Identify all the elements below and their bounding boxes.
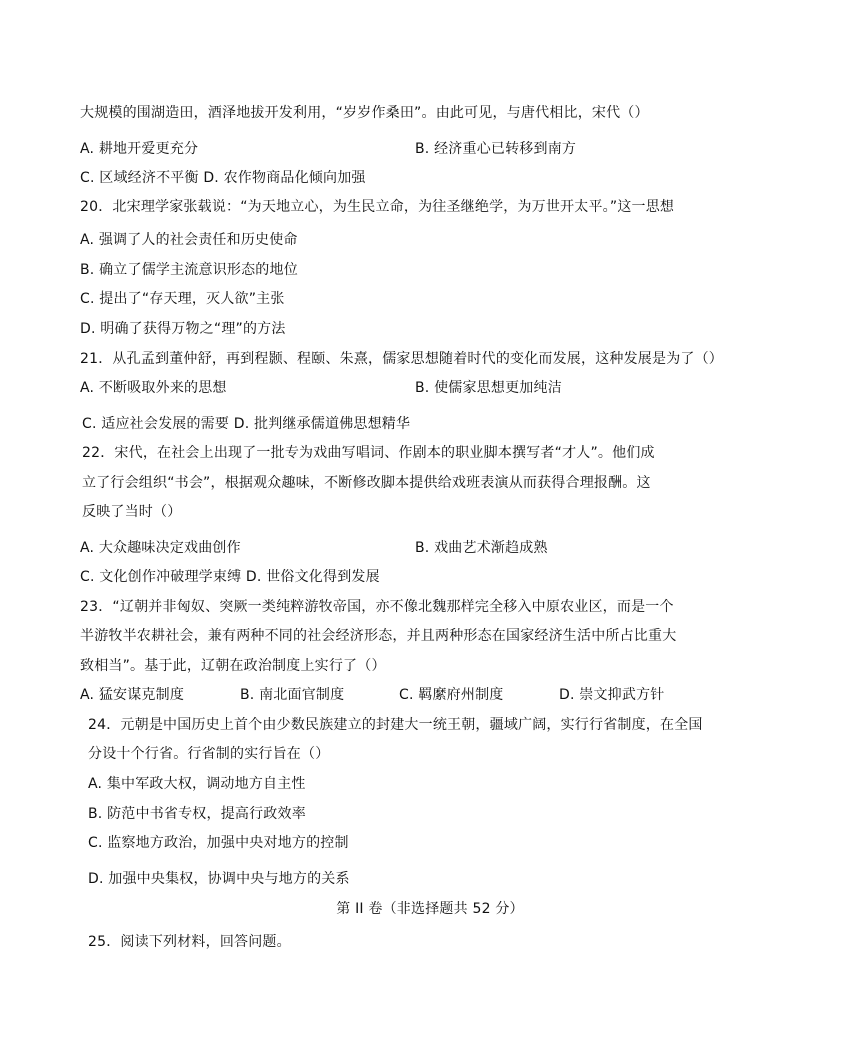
q25-stem: 25．阅读下列材料，回答问题。 — [88, 934, 291, 950]
q24-option-a: A. 集中军政大权，调动地方自主性 — [88, 776, 306, 792]
q22-option-a: A. 大众趣味决定戏曲创作 — [80, 540, 241, 556]
q19-options-row-2: C. 区域经济不平衡 D. 农作物商品化倾向加强 — [80, 170, 366, 186]
q22-stem-line-2: 立了行会组织“书会”，根据观众趣味，不断修改脚本提供给戏班表演从而获得合理报酬。这 — [82, 475, 651, 491]
section-heading: 第 II 卷（非选择题共 52 分） — [336, 901, 524, 917]
q24-stem-line-1: 24．元朝是中国历史上首个由少数民族建立的封建大一统王朝，疆域广阔，实行行省制度，在全国 — [88, 717, 703, 733]
q24-option-b: B. 防范中书省专权，提高行政效率 — [88, 806, 306, 822]
q23-option-a: A. 猛安谋克制度 — [80, 687, 185, 703]
q20-stem: 20．北宋理学家张载说：“为天地立心，为生民立命，为往圣继绝学，为万世开太平。”这一思想 — [80, 199, 675, 215]
q21-option-b: B. 使儒家思想更加纯洁 — [415, 380, 562, 396]
q23-option-d: D. 崇文抑武方针 — [559, 687, 665, 703]
q23-stem-line-2: 半游牧半农耕社会，兼有两种不同的社会经济形态，并且两种形态在国家经济生活中所占比重大 — [80, 628, 677, 644]
q24-option-c: C. 监察地方政治，加强中央对地方的控制 — [88, 835, 349, 851]
q23-stem-line-1: 23．“辽朝并非匈奴、突厥一类纯粹游牧帝国，亦不像北魏那样完全移入中原农业区，而是一个 — [80, 599, 674, 615]
q23-option-b: B. 南北面官制度 — [240, 687, 345, 703]
q22-stem-line-3: 反映了当时（） — [82, 504, 182, 520]
q22-option-b: B. 戏曲艺术渐趋成熟 — [415, 540, 548, 556]
q20-option-b: B. 确立了儒学主流意识形态的地位 — [80, 262, 298, 278]
q22-options-row-2: C. 文化创作冲破理学束缚 D. 世俗文化得到发展 — [80, 569, 380, 585]
q19-option-a: A. 耕地开爱更充分 — [80, 141, 199, 157]
q22-stem-line-1: 22．宋代，在社会上出现了一批专为戏曲写唱词、作剧本的职业脚本撰写者“才人”。他们成 — [82, 445, 655, 461]
q24-stem-line-2: 分设十个行省。行省制的实行旨在（） — [88, 746, 330, 762]
q21-options-row-2: C. 适应社会发展的需要 D. 批判继承儒道佛思想精华 — [82, 416, 411, 432]
q19-option-b: B. 经济重心已转移到南方 — [415, 141, 577, 157]
q21-stem: 21．从孔孟到董仲舒，再到程颢、程颐、朱熹，儒家思想随着时代的变化而发展，这种发展是为了（） — [80, 351, 724, 367]
q23-option-c: C. 羁縻府州制度 — [399, 687, 504, 703]
q20-option-d: D. 明确了获得万物之“理”的方法 — [80, 321, 286, 337]
q23-stem-line-3: 致相当”。基于此，辽朝在政治制度上实行了（） — [80, 658, 386, 674]
q20-option-c: C. 提出了“存天理，灭人欲”主张 — [80, 291, 285, 307]
q19-stem-continuation: 大规模的围湖造田，酒泽地拔开发利用，“岁岁作桑田”。由此可见，与唐代相比，宋代（） — [80, 105, 649, 121]
q20-option-a: A. 强调了人的社会责任和历史使命 — [80, 232, 298, 248]
q24-option-d: D. 加强中央集权，协调中央与地方的关系 — [88, 871, 350, 887]
q21-option-a: A. 不断吸取外来的思想 — [80, 380, 227, 396]
